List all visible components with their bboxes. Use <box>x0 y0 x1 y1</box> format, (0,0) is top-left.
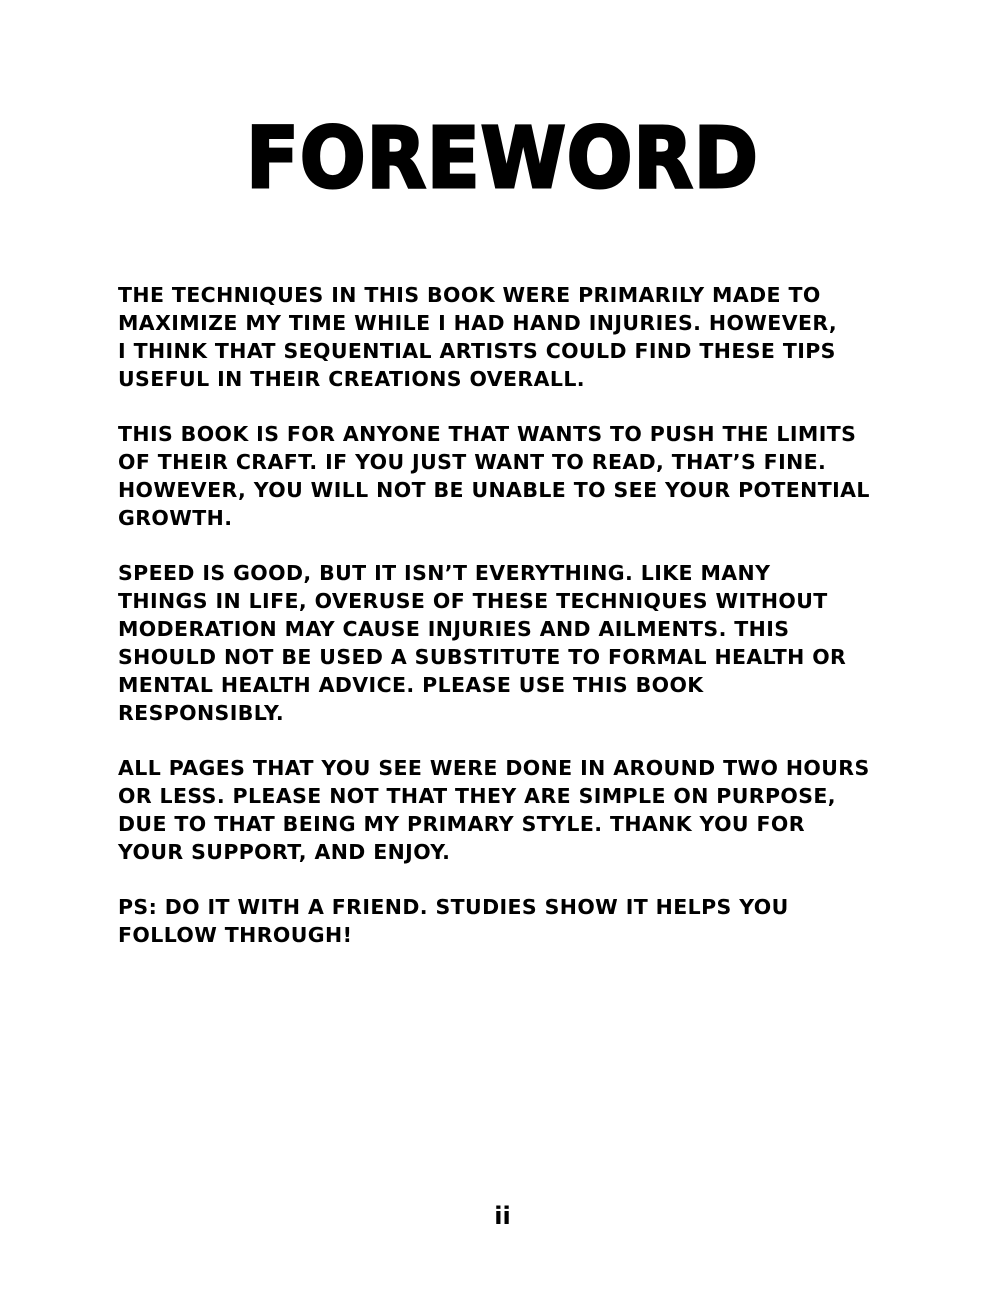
page-number: ii <box>494 1202 511 1230</box>
text-line: OR LESS. PLEASE NOT THAT THEY ARE SIMPLE ON PURPOSE, <box>118 784 836 808</box>
text-line: THIS BOOK IS FOR ANYONE THAT WANTS TO PUSH THE LIMITS <box>118 422 857 446</box>
text-line: OF THEIR CRAFT. IF YOU JUST WANT TO READ, THAT’S FINE. <box>118 450 827 474</box>
text-line: THINGS IN LIFE, OVERUSE OF THESE TECHNIQUES WITHOUT <box>118 589 828 613</box>
paragraph-5 <box>118 893 918 949</box>
text-line: ALL PAGES THAT YOU SEE WERE DONE IN AROUND TWO HOURS <box>118 756 870 780</box>
text-line: I THINK THAT SEQUENTIAL ARTISTS COULD FIND THESE TIPS <box>118 339 836 363</box>
text-line: RESPONSIBLY. <box>118 701 285 725</box>
text-line: MENTAL HEALTH ADVICE. PLEASE USE THIS BOOK <box>118 673 704 697</box>
paragraph-3 <box>118 559 918 727</box>
page-title: FOREWORD <box>246 109 759 207</box>
text-line: YOUR SUPPORT, AND ENJOY. <box>118 840 451 864</box>
paragraph-1 <box>118 281 918 393</box>
foreword-body <box>118 281 918 976</box>
text-line: PS: DO IT WITH A FRIEND. STUDIES SHOW IT HELPS YOU <box>118 895 789 919</box>
text-line: MAXIMIZE MY TIME WHILE I HAD HAND INJURIES. HOWEVER, <box>118 311 838 335</box>
text-line: FOLLOW THROUGH! <box>118 923 353 947</box>
text-line: SPEED IS GOOD, BUT IT ISN’T EVERYTHING. LIKE MANY <box>118 561 771 585</box>
paragraph-4 <box>118 754 918 866</box>
text-line: HOWEVER, YOU WILL NOT BE UNABLE TO SEE YOUR POTENTIAL <box>118 478 870 502</box>
text-line: USEFUL IN THEIR CREATIONS OVERALL. <box>118 367 585 391</box>
text-line: GROWTH. <box>118 506 233 530</box>
text-line: DUE TO THAT BEING MY PRIMARY STYLE. THANK YOU FOR <box>118 812 805 836</box>
text-line: SHOULD NOT BE USED A SUBSTITUTE TO FORMAL HEALTH OR <box>118 645 847 669</box>
paragraph-2 <box>118 420 918 532</box>
text-line: MODERATION MAY CAUSE INJURIES AND AILMENTS. THIS <box>118 617 790 641</box>
text-line: THE TECHNIQUES IN THIS BOOK WERE PRIMARILY MADE TO <box>118 283 821 307</box>
